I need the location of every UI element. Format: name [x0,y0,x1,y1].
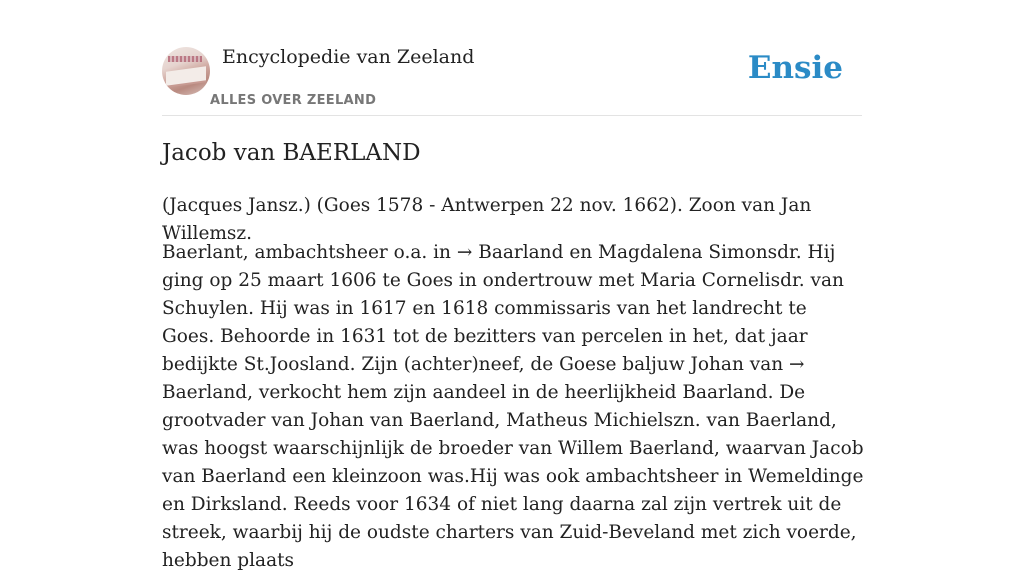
site-logo-avatar[interactable] [162,47,210,95]
site-tagline: ALLES OVER ZEELAND [210,93,377,108]
site-title-link[interactable]: Encyclopedie van Zeeland [222,46,475,68]
article-paragraph-1: (Jacques Jansz.) (Goes 1578 - Antwerpen 22 nov. 1662). Zoon van Jan Willemsz. [162,195,812,244]
article-title: Jacob van BAERLAND [162,140,421,166]
logo-book-icon [166,66,206,86]
site-header [162,44,862,116]
ensie-brand-logo[interactable]: Ensie [747,50,843,86]
article-paragraph-2: Baerlant, ambachtsheer o.a. in → Baarland en Magdalena Simonsdr. Hij ging op 25 maart 1606 te Goes in ondertrouw met Maria Cornelisdr. van Schuylen. Hij was in 1617 en 1618 commissaris van het landrecht te Goes. Behoorde in 1631 tot de bezitters van percelen in het, dat jaar bedijkte St.Joosland. Zijn (achter)neef, de Goese baljuw Johan van → Baerland, verkocht hem zijn aandeel in de heerlijkheid Baarland. De grootvader van Johan van Baerland, Matheus Michielszn. van Baerland, was hoogst waarschijnlijk de broeder van Willem Baerland, waarvan Jacob van Baerland een kleinzoon was.Hij was ook ambachtsheer in Wemeldinge en Dirksland. Reeds voor 1634 of niet lang daarna zal zijn vertrek uit de streek, waarbij hij de oudste charters van Zuid-Beveland met zich voerde, hebben plaats [162,242,864,571]
logo-decoration [168,56,202,62]
